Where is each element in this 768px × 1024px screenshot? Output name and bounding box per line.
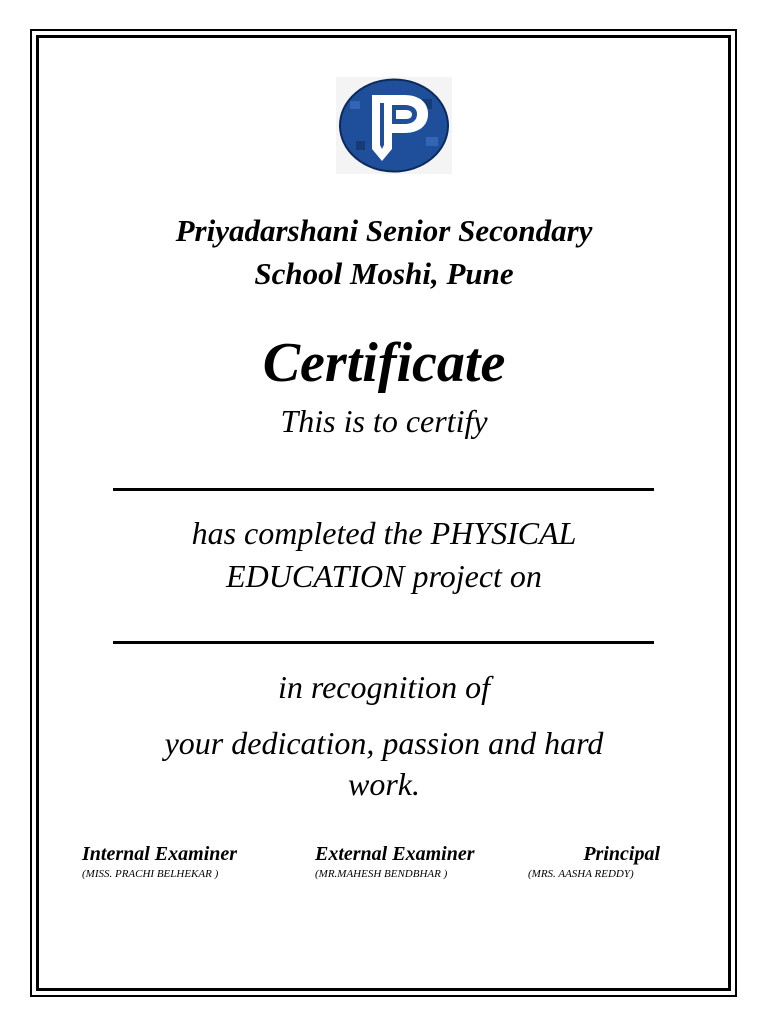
signatory-title: Internal Examiner <box>82 843 238 865</box>
project-date-blank-line <box>113 641 654 644</box>
completed-line-1: has completed the PHYSICAL <box>191 515 577 551</box>
school-name-line-1: Priyadarshani Senior Secondary <box>175 213 593 248</box>
certificate-title: Certificate <box>262 332 506 394</box>
signatory-internal-examiner <box>82 842 237 882</box>
student-name-blank-line <box>113 488 654 491</box>
signatory-title: Principal <box>583 843 660 865</box>
signatory-principal <box>528 842 668 882</box>
signatory-name: (MISS. PRACHI BELHEKAR ) <box>82 868 219 880</box>
school-logo-icon <box>336 77 452 174</box>
certify-line: This is to certify <box>280 403 488 439</box>
school-name-line-2: School Moshi, Pune <box>254 256 514 291</box>
signatory-external-examiner <box>315 842 474 882</box>
completed-line-2: EDUCATION project on <box>226 558 542 594</box>
signatory-name: (MR.MAHESH BENDBHAR ) <box>315 868 448 880</box>
signatory-title: External Examiner <box>315 843 475 865</box>
signatory-name: (MRS. AASHA REDDY) <box>528 868 634 880</box>
dedication-line-1: your dedication, passion and hard <box>164 725 604 761</box>
recognition-line: in recognition of <box>277 669 491 705</box>
dedication-line-2: work. <box>348 766 420 802</box>
